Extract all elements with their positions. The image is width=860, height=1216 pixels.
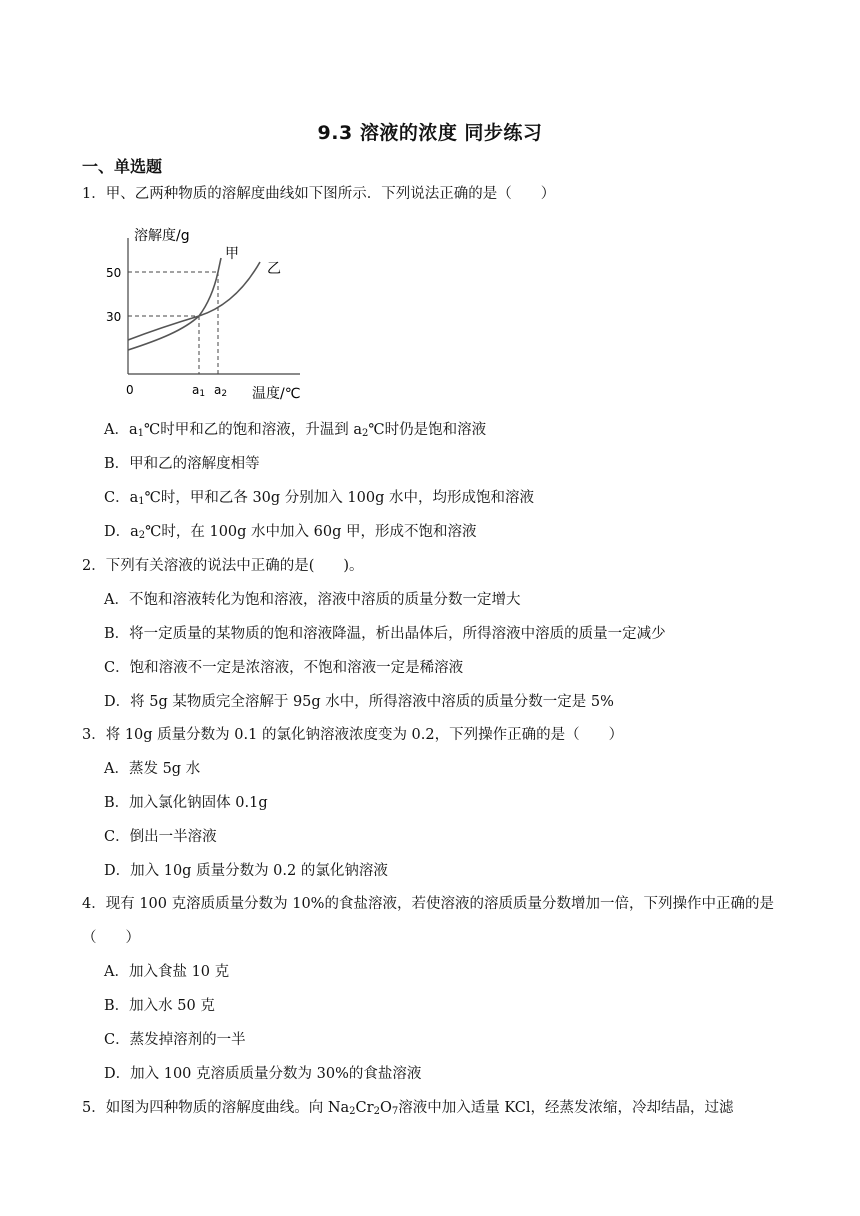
question-1-option-d: D．$a_2℃$时，在 100g 水中加入 60g 甲，形成不饱和溶液 <box>104 524 477 541</box>
x-tick-a1: a1 <box>192 383 206 399</box>
curve-label-jia: 甲 <box>225 246 239 262</box>
question-2-option-a: A．不饱和溶液转化为饱和溶液，溶液中溶质的质量分数一定增大 <box>104 592 521 608</box>
question-2-option-c: C．饱和溶液不一定是浓溶液，不饱和溶液一定是稀溶液 <box>104 660 464 676</box>
question-1-option-b: B．甲和乙的溶解度相等 <box>104 456 260 472</box>
question-5-stem: 5．如图为四种物质的溶解度曲线。向 $Na_2Cr_2O_7$溶液中加入适量 KCl，经蒸发浓缩，冷却结晶，过滤 <box>82 1100 734 1117</box>
question-4-option-b: B．加入水 50 克 <box>104 998 215 1014</box>
question-2-stem: 2．下列有关溶液的说法中正确的是( )。 <box>82 558 364 574</box>
section-heading: 一、单选题 <box>82 157 163 176</box>
question-2-option-b: B．将一定质量的某物质的饱和溶液降温，析出晶体后，所得溶液中溶质的质量一定减少 <box>104 626 666 642</box>
question-3-option-b: B．加入氯化钠固体 0.1g <box>104 795 268 811</box>
page-title: 9.3 溶液的浓度 同步练习 <box>317 122 543 144</box>
question-3-option-a: A．蒸发 5g 水 <box>104 761 201 777</box>
question-3-option-c: C．倒出一半溶液 <box>104 829 217 845</box>
y-axis-label: 溶解度/g <box>134 228 190 244</box>
solubility-chart <box>104 218 314 408</box>
solubility-curve-figure <box>104 218 314 408</box>
question-4-stem: 4．现有 100 克溶质质量分数为 10%的食盐溶液，若使溶液的溶质质量分数增加一倍，下列操作中正确的是（ ） <box>82 896 774 946</box>
y-tick-30: 30 <box>106 310 122 324</box>
question-3-option-d: D．加入 10g 质量分数为 0.2 的氯化钠溶液 <box>104 863 388 879</box>
question-4-option-a: A．加入食盐 10 克 <box>104 964 230 980</box>
y-tick-50: 50 <box>106 266 122 280</box>
question-4-option-c: C．蒸发掉溶剂的一半 <box>104 1032 246 1048</box>
question-2-option-d: D．将 5g 某物质完全溶解于 95g 水中，所得溶液中溶质的质量分数一定是 5% <box>104 694 614 710</box>
question-1-stem: 1．甲、乙两种物质的溶解度曲线如下图所示．下列说法正确的是（ ） <box>82 186 556 202</box>
question-1-option-c: C．$a_1℃$时，甲和乙各 30g 分别加入 100g 水中，均形成饱和溶液 <box>104 490 534 507</box>
x-tick-a2: a2 <box>214 383 228 399</box>
x-origin-label: 0 <box>126 383 134 397</box>
curve-label-yi: 乙 <box>267 261 281 277</box>
question-3-stem: 3．将 10g 质量分数为 0.1 的氯化钠溶液浓度变为 0.2，下列操作正确的是（ ） <box>82 727 624 743</box>
question-1-option-a: A．$a_1℃$时甲和乙的饱和溶液，升温到 $a_2℃$时仍是饱和溶液 <box>104 422 487 439</box>
question-4-option-d: D．加入 100 克溶质质量分数为 30%的食盐溶液 <box>104 1066 422 1082</box>
x-axis-label: 温度/℃ <box>252 386 301 402</box>
curve-yi <box>128 262 260 340</box>
